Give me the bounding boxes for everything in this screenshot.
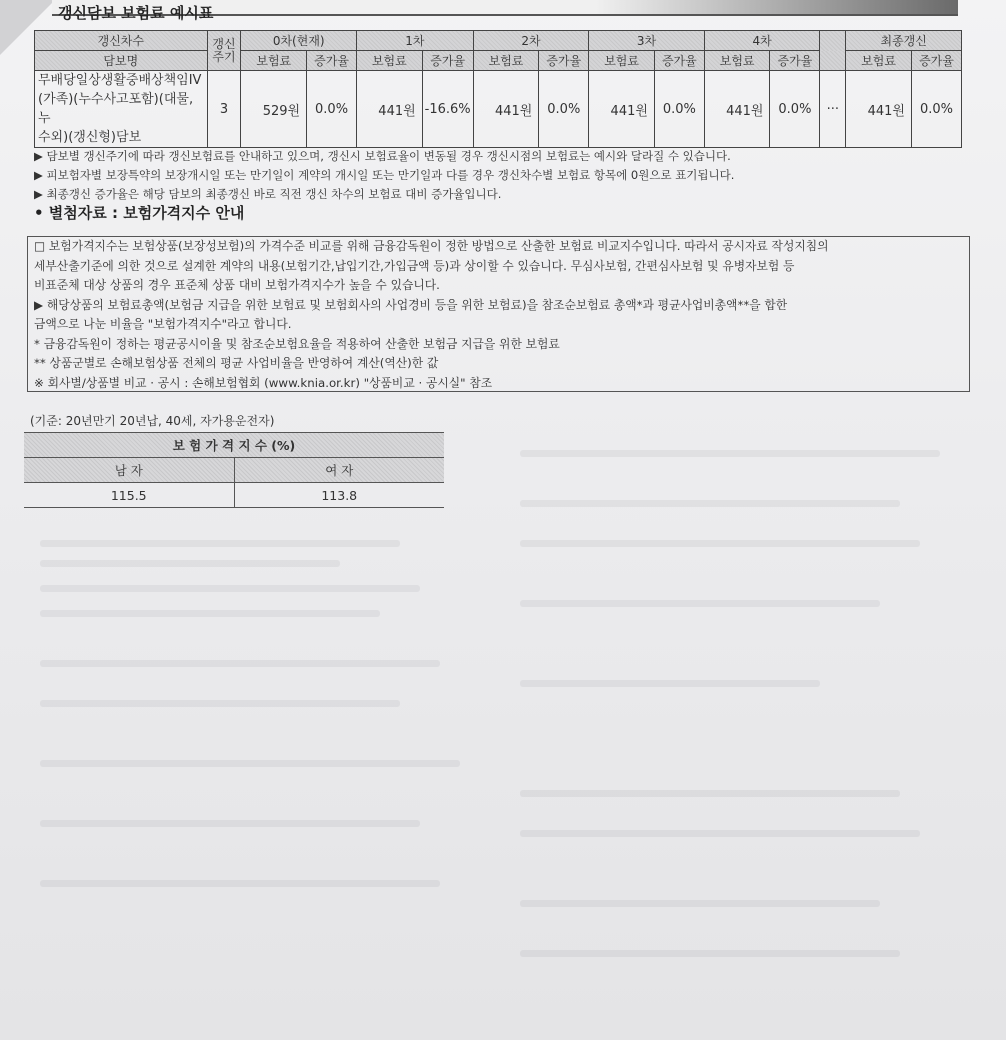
final-increase-header: 증가율 <box>911 51 961 71</box>
renewal-period-header: 갱신주기 <box>207 31 241 71</box>
male-header: 남 자 <box>24 458 234 483</box>
notes-list <box>34 147 734 204</box>
round-header-4: 4차 <box>704 31 820 51</box>
explanation-line: 금액으로 나눈 비율을 "보험가격지수"라고 합니다. <box>34 317 292 331</box>
explanation-line: ※ 회사별/상품별 비교 · 공시 : 손해보험협회 (www.knia.or.kr) "상품비교 · 공시실" 참조 <box>34 375 493 390</box>
round-header-2: 2차 <box>473 31 589 51</box>
ellipsis-header <box>820 31 846 71</box>
explanation-line: 비표준체 대상 상품의 경우 표준체 상품 대비 보험가격지수가 높을 수 있습니다. <box>34 278 440 292</box>
appendix-title: • 별첨자료 : 보험가격지수 안내 <box>34 204 245 222</box>
renewal-period-cell: 3 <box>207 71 241 148</box>
increase-cell-2: 0.0% <box>539 71 589 148</box>
coverage-name-header: 담보명 <box>35 51 208 71</box>
increase-cell-4: 0.0% <box>770 71 820 148</box>
round-header-3: 3차 <box>589 31 705 51</box>
document-title: 갱신담보 보험료 예시표 <box>58 4 214 22</box>
final-premium-header: 보험료 <box>846 51 912 71</box>
price-index-title: 보 험 가 격 지 수 (%) <box>24 433 444 458</box>
explanation-line: ▶ 해당상품의 보험료총액(보험금 지급을 위한 보험료 및 보험회사의 사업경비 등을 위한 보험료)을 참조순보험료 총액*과 평균사업비총액**을 합한 <box>34 297 788 312</box>
increase-cell-0: 0.0% <box>307 71 357 148</box>
premium-header-3: 보험료 <box>589 51 655 71</box>
final-premium-cell: 441원 <box>846 71 912 148</box>
table-row <box>35 71 962 148</box>
increase-header-1: 증가율 <box>422 51 473 71</box>
explanation-line: ** 상품군별로 손해보험상품 전체의 평균 사업비율을 반영하여 계산(역산)한 값 <box>34 356 439 370</box>
premium-cell-1: 441원 <box>356 71 422 148</box>
premium-cell-3: 441원 <box>589 71 655 148</box>
price-index-basis: (기준: 20년만기 20년납, 40세, 자가용운전자) <box>30 414 275 428</box>
price-index-explanation-box <box>27 236 970 392</box>
premium-cell-2: 441원 <box>473 71 539 148</box>
renewal-round-header: 갱신차수 <box>35 31 208 51</box>
premium-cell-0: 529원 <box>241 71 307 148</box>
female-header: 여 자 <box>234 458 444 483</box>
increase-header-0: 증가율 <box>307 51 357 71</box>
increase-header-4: 증가율 <box>770 51 820 71</box>
premium-header-0: 보험료 <box>241 51 307 71</box>
male-value: 115.5 <box>24 483 234 508</box>
premium-header-2: 보험료 <box>473 51 539 71</box>
premium-header-1: 보험료 <box>356 51 422 71</box>
ellipsis-cell: ··· <box>820 71 846 148</box>
table-row <box>24 483 444 508</box>
round-header-1: 1차 <box>356 31 473 51</box>
final-increase-cell: 0.0% <box>911 71 961 148</box>
increase-header-3: 증가율 <box>654 51 704 71</box>
coverage-name-line: 수외)(갱신형)담보 <box>38 130 142 145</box>
note-item: ▶ 최종갱신 증가율은 해당 담보의 최종갱신 바로 직전 갱신 차수의 보험료 대비 증가율입니다. <box>34 187 502 201</box>
female-value: 113.8 <box>234 483 444 508</box>
round-header-0: 0차(현재) <box>241 31 357 51</box>
increase-header-2: 증가율 <box>539 51 589 71</box>
increase-cell-3: 0.0% <box>654 71 704 148</box>
explanation-line: □ 보험가격지수는 보험상품(보장성보험)의 가격수준 비교를 위해 금융감독원이 정한 방법으로 산출한 보험료 비교지수입니다. 따라서 공시자료 작성지침의 <box>34 239 829 253</box>
coverage-name-line: (가족)(누수사고포함)(대물,누 <box>38 92 194 126</box>
note-item: ▶ 피보험자별 보장특약의 보장개시일 또는 만기일이 계약의 개시일 또는 만기일과 다를 경우 갱신차수별 보험료 항목에 0원으로 표기됩니다. <box>34 168 735 182</box>
explanation-line: 세부산출기준에 의한 것으로 설계한 계약의 내용(보험기간,납입기간,가입금액 등)과 상이할 수 있습니다. 무심사보험, 간편심사보험 및 유병자보험 등 <box>34 258 795 273</box>
increase-cell-1: -16.6% <box>422 71 473 148</box>
coverage-name-line: 무배당일상생활중배상책임IV <box>38 73 202 88</box>
explanation-line: * 금융감독원이 정하는 평균공시이율 및 참조순보험요율을 적용하여 산출한 보험금 지급을 위한 보험료 <box>34 336 560 351</box>
final-renewal-header: 최종갱신 <box>846 31 962 51</box>
premium-header-4: 보험료 <box>704 51 770 71</box>
price-index-table <box>24 432 444 508</box>
note-item: ▶ 담보별 갱신주기에 따라 갱신보험료를 안내하고 있으며, 갱신시 보험료율이 변동될 경우 갱신시점의 보험료는 예시와 달라질 수 있습니다. <box>34 149 731 163</box>
premium-cell-4: 441원 <box>704 71 770 148</box>
renewal-premium-table <box>34 30 962 148</box>
coverage-name-cell <box>35 71 208 148</box>
